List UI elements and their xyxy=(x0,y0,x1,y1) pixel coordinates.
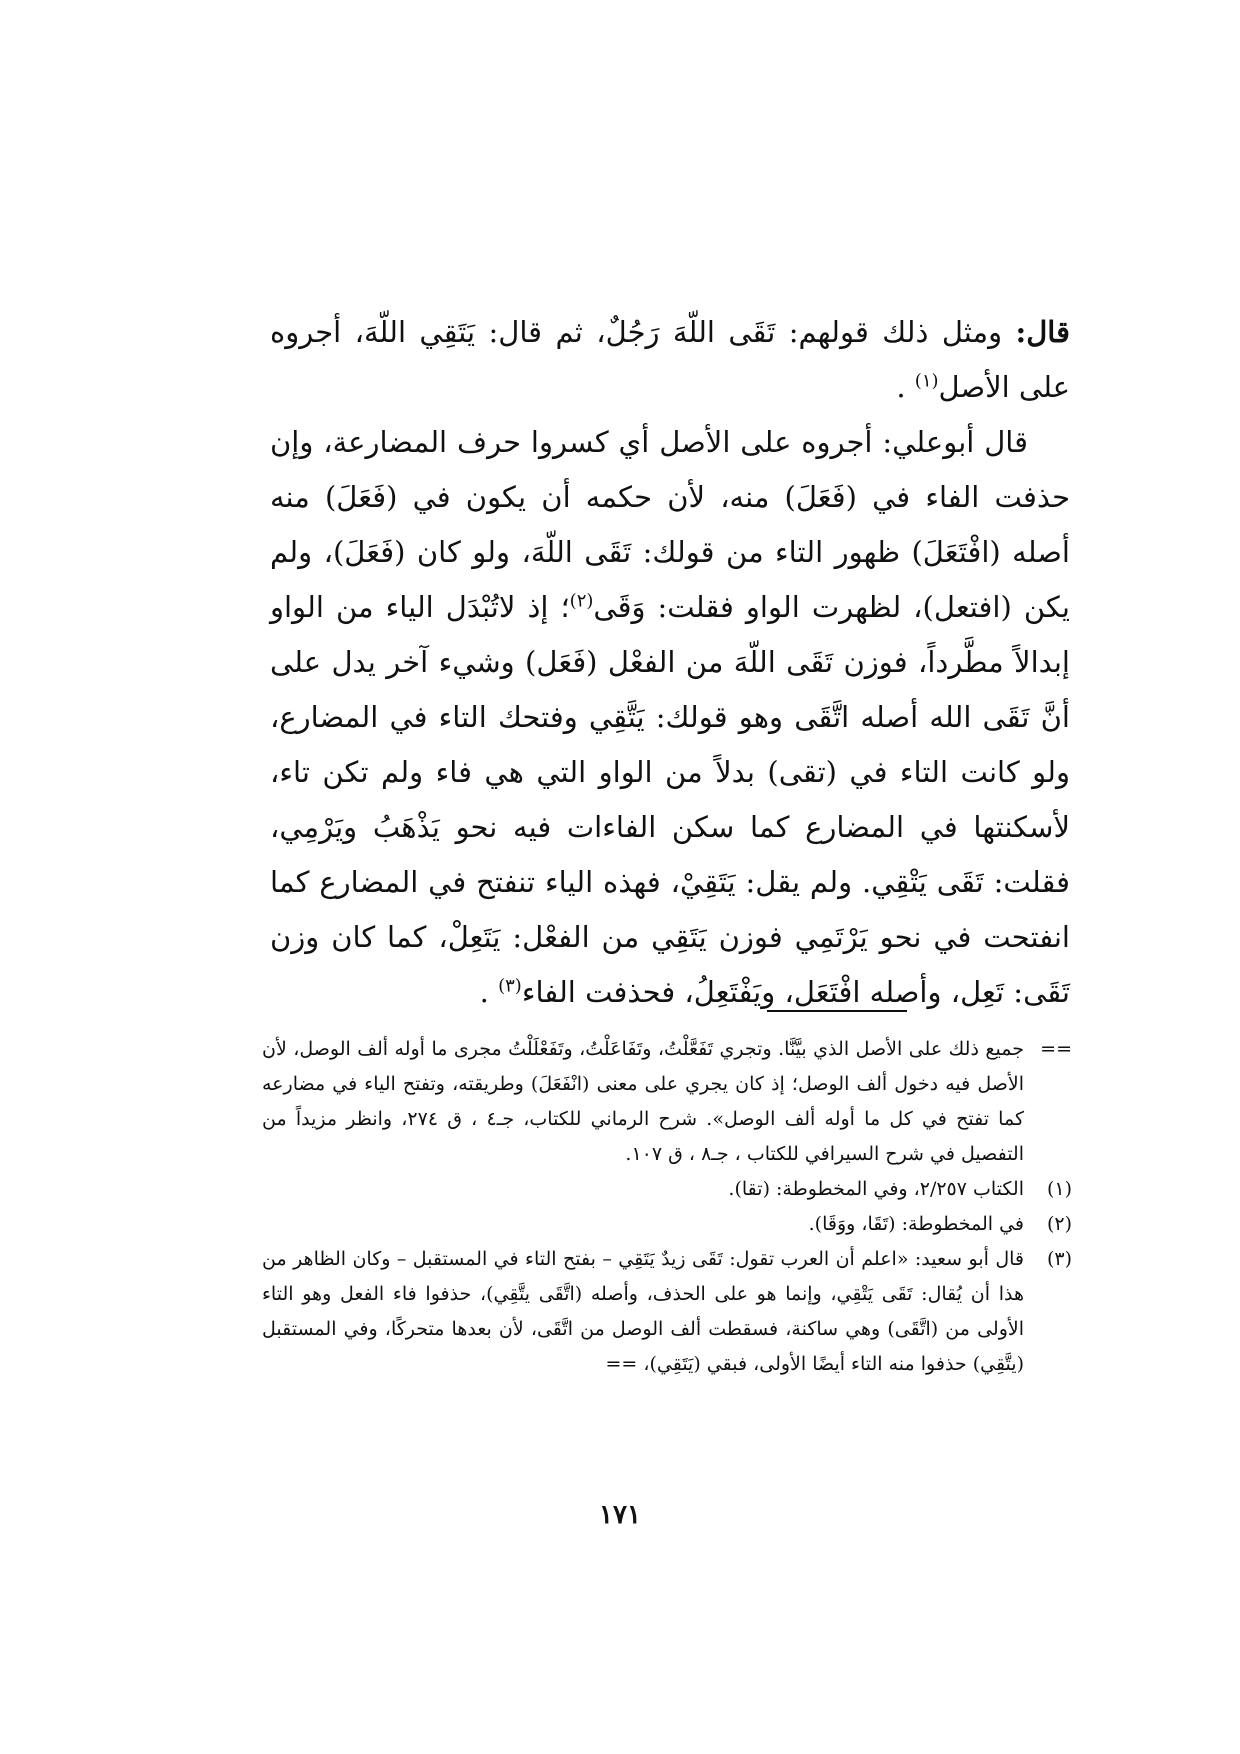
paragraph-text: ومثل ذلك قولهم: تَقَى اللّهَ رَجُلٌ، ثم قال: يَتَقِي اللّهَ، أجروه على الأصل xyxy=(270,315,1070,404)
footnote-text: الكتاب ٢/٢٥٧، وفي المخطوطة: (تقا). xyxy=(728,1178,1024,1200)
footnote xyxy=(262,1032,1072,1172)
page-number: ١٧١ xyxy=(599,1500,641,1530)
paragraph-text: ؛ إذ لاتُبْدَل الياء من الواو إبدالاً مطَّرداً، فوزن تَقَى اللّهَ من الفعْل (فَعَل) وشيء آخر يدل على أنَّ تَقَى الله أصله اتَّقَى وهو قولك: يَتَّقِي وفتحك التاء في المضارع، ولو كانت التاء في (تقى) بدلاً من الواو التي هي فاء ولم تكن تاء، لأسكنتها في المضارع كما سكن الفاءات فيه نحو يَذْهَبُ ويَرْمِي، فقلت: تَقَى يَتْقِي. ولم يقل: يَتَقِيْ، فهذه الياء تنفتح في المضارع كما انفتحت في نحو يَرْتَمِي فوزن يَتَقِي من الفعْل: يَتَعِلْ، كما كان وزن تَقَى: تَعِل، وأصله افْتَعَل، ويَفْتَعِلُ، فحذفت الفاء xyxy=(270,590,1070,1009)
footnote-ref: (٢) xyxy=(569,590,594,612)
footnote-mark: (٢) xyxy=(1046,1213,1072,1235)
footnote-text: في المخطوطة: (تَقَا، ووَقَا). xyxy=(808,1213,1024,1235)
paragraph-end: . xyxy=(896,370,906,404)
footnote-ref: (٣) xyxy=(498,975,522,997)
footnote xyxy=(262,1207,1072,1242)
footnote xyxy=(262,1242,1072,1382)
footnote-mark: (١) xyxy=(1046,1178,1072,1200)
footnote-mark: == xyxy=(1040,1038,1072,1060)
footnote-separator xyxy=(767,1010,907,1012)
footnote xyxy=(262,1172,1072,1207)
paragraph-text: قال أبوعلي: أجروه على الأصل أي كسروا حرف المضارعة، وإن حذفت الفاء في (فَعَلَ) منه، لأن حكمه أن يكون في (فَعَلَ) منه أصله (افْتَعَلَ) ظهور التاء من قولك: تَقَى اللّهَ، ولو كان (فَعَلَ)، ولم يكن (افتعل)، لظهرت الواو فقلت: وَقَى xyxy=(270,425,1070,624)
footnote-text: قال أبو سعيد: «اعلم أن العرب تقول: تَقَى زيدٌ يَتَقِي – بفتح التاء في المستقبل – وكان الظاهر من هذا أن يُقال: تَقَى يَتْقِي، وإنما هو على الحذف، وأصله (اتَّقَى يتَّقِي)، حذفوا فاء الفعل وهو التاء الأولى من (اتَّقَى) وهي ساكنة، فسقطت ألف الوصل من اتَّقَى، لأن بعدها متحركًا، وفي المستقبل (يتَّقِي) حذفوا منه التاء أيضًا الأولى، فبقي (يَتَقِي)، == xyxy=(262,1248,1024,1375)
main-text xyxy=(270,305,1070,1020)
footnote-mark: (٣) xyxy=(1046,1248,1072,1270)
paragraph-1 xyxy=(270,305,1070,415)
footnote-ref: (١) xyxy=(914,370,939,392)
paragraph-end: . xyxy=(479,975,489,1009)
footnote-text: جميع ذلك على الأصل الذي بيَّنَّا. وتجري تَفَعَّلْتُ، وتَفَاعَلْتُ، وتَفَعْلَلْتُ مجرى ما أوله ألف الوصل، لأن الأصل فيه دخول ألف الوصل؛ إذ كان يجري على معنى (انْفَعَلَ) وطريقته، وتفتح الياء في مضارعه كما تفتح في كل ما أوله ألف الوصل». شرح الرماني للكتاب، جـ٤ ، ق ٢٧٤، وانظر مزيداً من التفصيل في شرح السيرافي للكتاب ، جـ٨ ، ق ١٠٧. xyxy=(262,1038,1025,1165)
paragraph-lead: قال: xyxy=(1015,315,1071,349)
footnotes xyxy=(262,1032,1072,1382)
paragraph-2 xyxy=(270,415,1070,1020)
